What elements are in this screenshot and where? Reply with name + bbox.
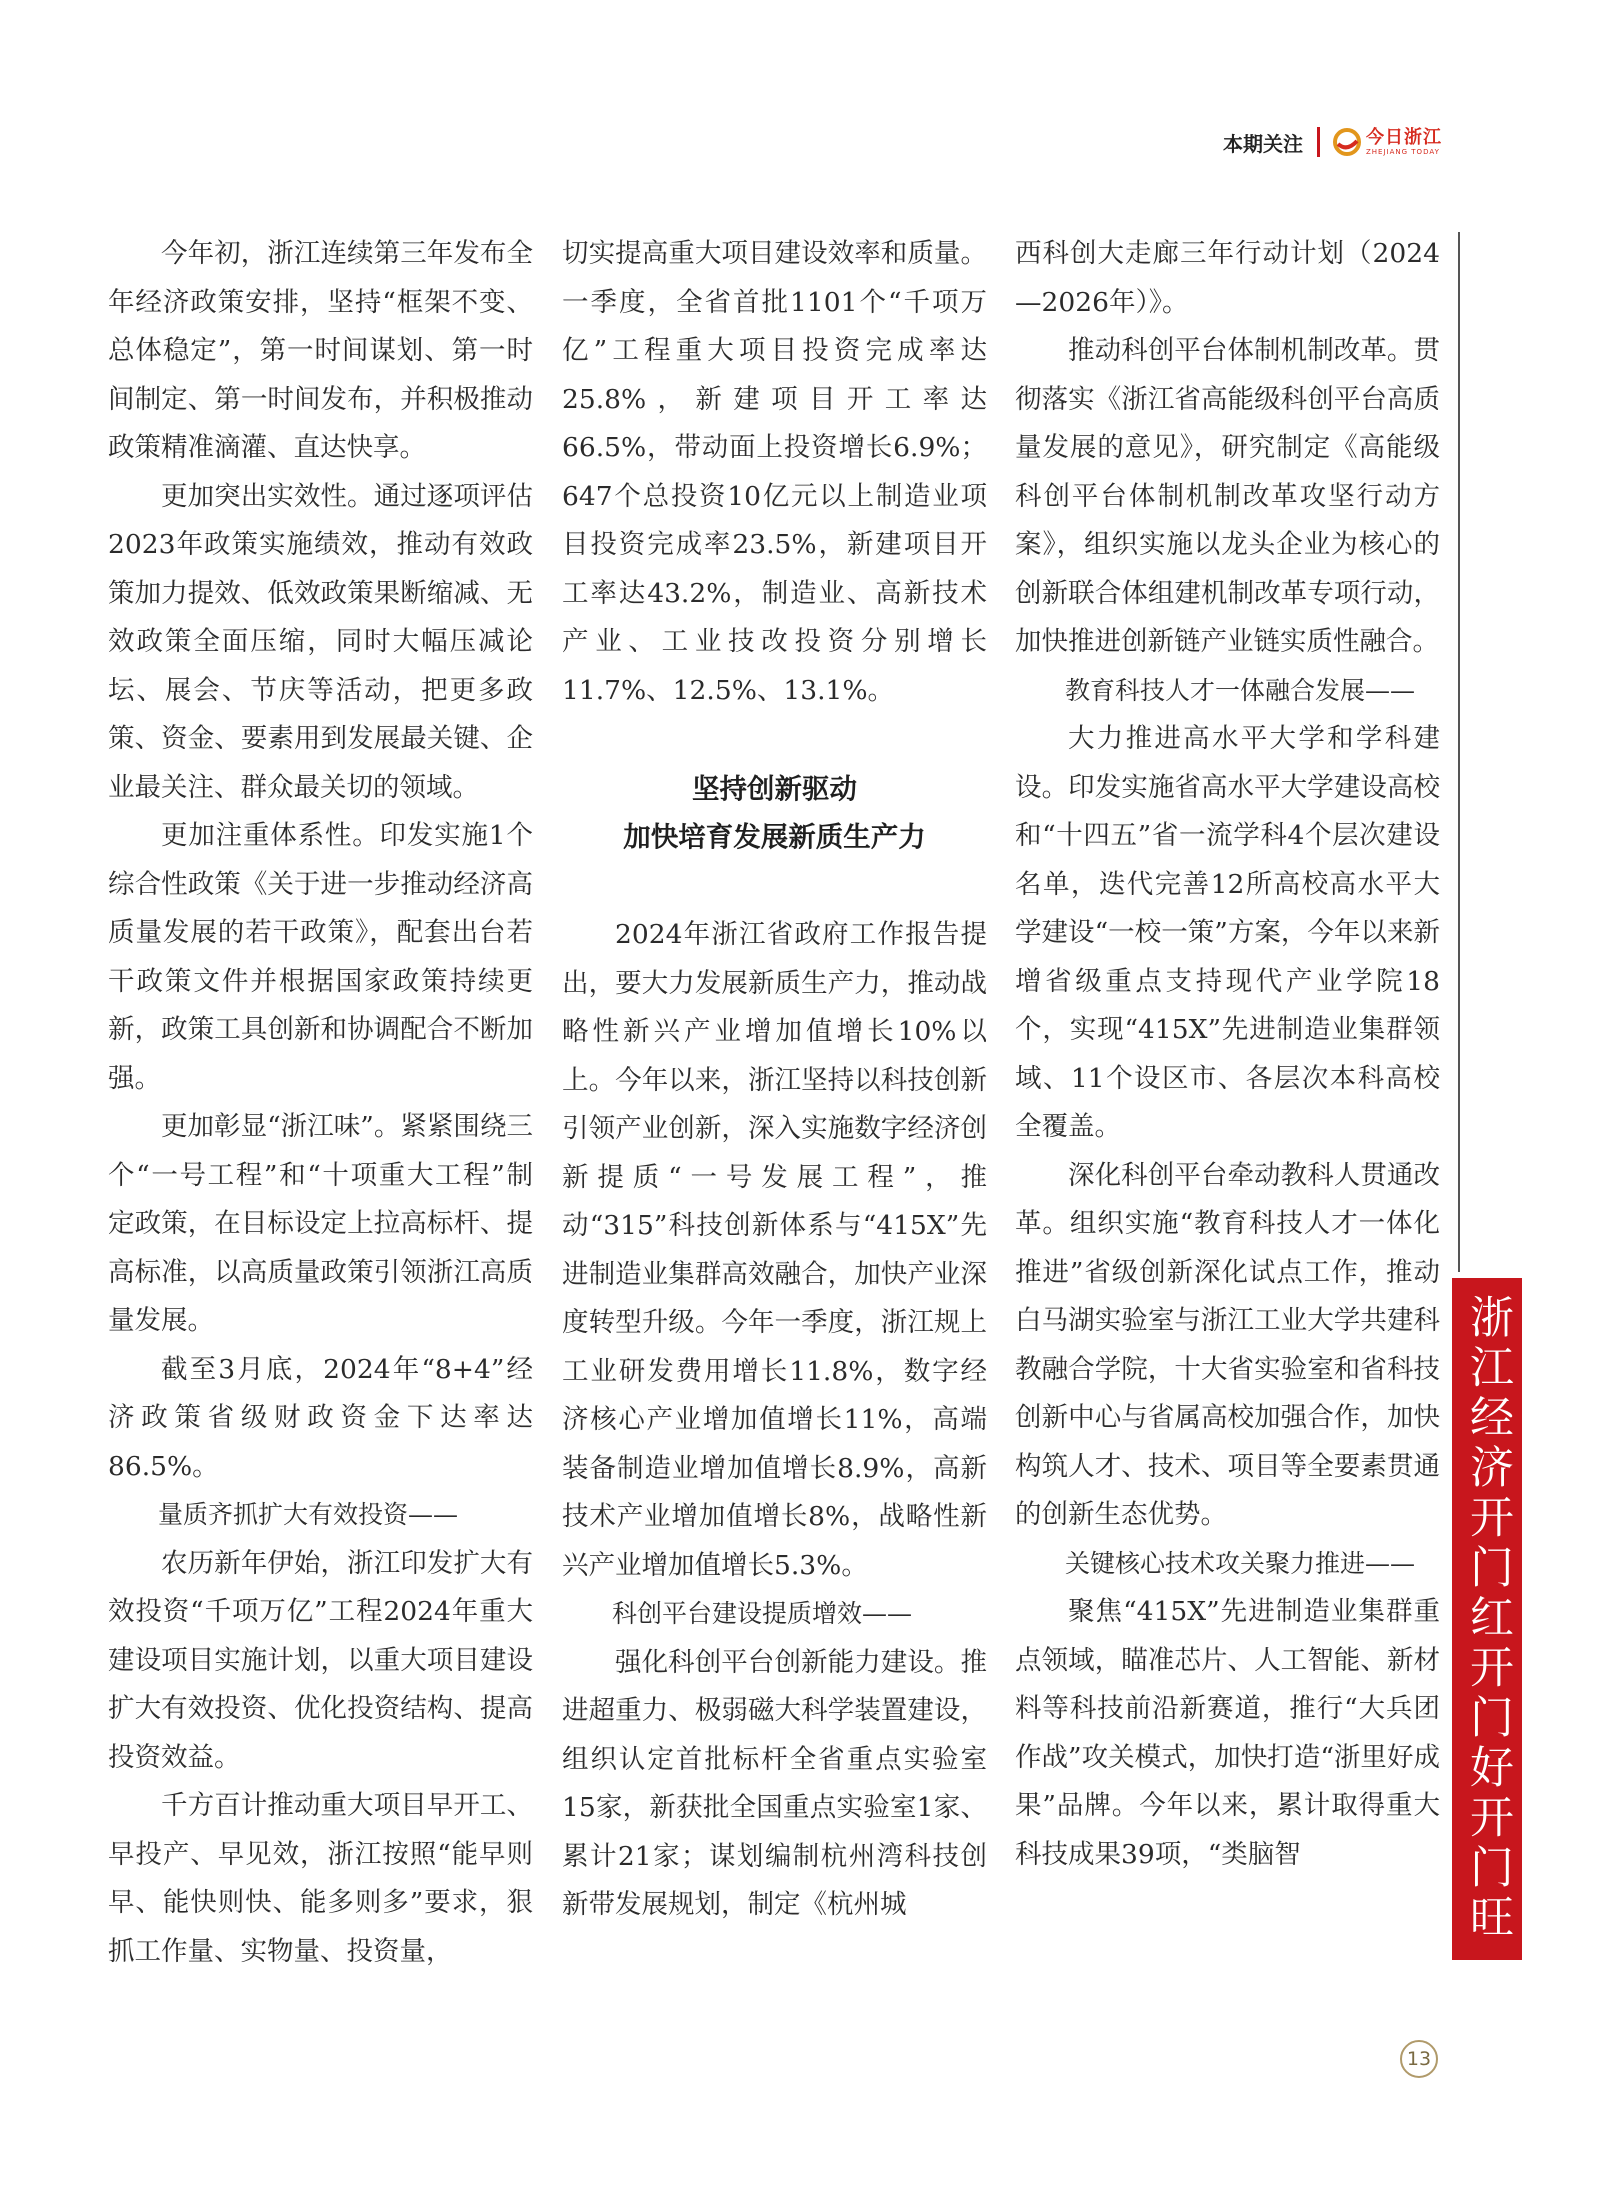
subheading: 关键核心技术攻关聚力推进—— <box>1065 1548 1416 1578</box>
paragraph: 聚焦“415X”先进制造业集群重点领域，瞄准芯片、人工智能、新材料等科技前沿新赛道，推行“大兵团作战”攻关模式，加快打造“浙里好成果”品牌。今年以来，累计取得重大科技成果39项，“类脑智 <box>1015 1596 1440 1870</box>
logo-text: 今日浙江 <box>1366 126 1442 148</box>
paragraph: 强化科创平台创新能力建设。推进超重力、极弱磁大科学装置建设，组织认定首批标杆全省重点实验室15家，新获批全国重点实验室1家、累计21家；谋划编制杭州湾科技创新带发展规划，制定《杭州城 <box>562 1646 987 1920</box>
paragraph: 截至3月底，2024年“8+4”经济政策省级财政资金下达率达86.5%。 <box>108 1353 533 1482</box>
header-divider <box>1317 127 1320 157</box>
article-column-3 <box>1015 230 1440 1879</box>
page-number: 13 <box>1400 2040 1438 2078</box>
vertical-rule <box>1458 232 1460 1272</box>
subheading: 科创平台建设提质增效—— <box>612 1599 913 1628</box>
paragraph: 推动科创平台体制机制改革。贯彻落实《浙江省高能级科创平台高质量发展的意见》，研究制定《高能级科创平台体制机制改革攻坚行动方案》，组织实施以龙头企业为核心的创新联合体组建机制改革专项行动，加快推进创新链产业链实质性融合。 <box>1015 335 1440 657</box>
paragraph: 千方百计推动重大项目早开工、早投产、早见效，浙江按照“能早则早、能快则快、能多则多”要求，狠抓工作量、实物量、投资量， <box>108 1790 533 1967</box>
sun-logo-icon <box>1332 127 1362 157</box>
page-header <box>1223 118 1442 166</box>
side-banner-text: 浙江经济开门红开门好开门旺 <box>1462 1294 1513 1944</box>
section-heading-line: 坚持创新驱动 <box>692 773 857 805</box>
paragraph: 切实提高重大项目建设效率和质量。一季度，全省首批1101个“千项万亿”工程重大项目投资完成率达25.8%，新建项目开工率达66.5%，带动面上投资增长6.9%；647个总投资10亿元以上制造业项目投资完成率23.5%，新建项目开工率达43.2%，制造业、高新技术产业、工业技改投资分别增长11.7%、12.5%、13.1%。 <box>562 238 987 706</box>
side-banner <box>1452 1278 1522 1960</box>
paragraph: 更加注重体系性。印发实施1个综合性政策《关于进一步推动经济高质量发展的若干政策》，配套出台若干政策文件并根据国家政策持续更新，政策工具创新和协调配合不断加强。 <box>108 820 533 1094</box>
magazine-logo <box>1332 127 1442 157</box>
paragraph: 西科创大走廊三年行动计划（2024—2026年）》。 <box>1015 238 1440 318</box>
subheading: 量质齐抓扩大有效投资—— <box>158 1500 459 1529</box>
paragraph: 更加突出实效性。通过逐项评估2023年政策实施绩效，推动有效政策加力提效、低效政策果断缩减、无效政策全面压缩，同时大幅压减论坛、展会、节庆等活动，把更多政策、资金、要素用到发展最关键、企业最关注、群众最关切的领域。 <box>108 480 533 803</box>
article-column-1 <box>108 230 533 1976</box>
logo-subtext: ZHEJIANG TODAY <box>1366 147 1440 156</box>
paragraph: 更加彰显“浙江味”。紧紧围绕三个“一号工程”和“十项重大工程”制定政策，在目标设定上拉高标杆、提高标准，以高质量政策引领浙江高质量发展。 <box>108 1111 533 1336</box>
paragraph: 今年初，浙江连续第三年发布全年经济政策安排，坚持“框架不变、总体稳定”，第一时间谋划、第一时间制定、第一时间发布，并积极推动政策精准滴灌、直达快享。 <box>108 238 533 463</box>
section-heading-line: 加快培育发展新质生产力 <box>623 821 926 853</box>
section-heading <box>562 765 987 861</box>
article-column-2 <box>562 230 987 1930</box>
paragraph: 2024年浙江省政府工作报告提出，要大力发展新质生产力，推动战略性新兴产业增加值增长10%以上。今年以来，浙江坚持以科技创新引领产业创新，深入实施数字经济创新提质“一号发展工程”，推动“315”科技创新体系与“415X”先进制造业集群高效融合，加快产业深度转型升级。今年一季度，浙江规上工业研发费用增长11.8%，数字经济核心产业增加值增长11%，高端装备制造业增加值增长8.9%，高新技术产业增加值增长8%，战略性新兴产业增加值增长5.3%。 <box>562 919 987 1581</box>
paragraph: 深化科创平台牵动教科人贯通改革。组织实施“教育科技人才一体化推进”省级创新深化试点工作，推动白马湖实验室与浙江工业大学共建科教融合学院，十大省实验室和省科技创新中心与省属高校加强合作，加快构筑人才、技术、项目等全要素贯通的创新生态优势。 <box>1015 1159 1440 1530</box>
subheading: 教育科技人才一体融合发展—— <box>1065 675 1416 705</box>
paragraph: 农历新年伊始，浙江印发扩大有效投资“千项万亿”工程2024年重大建设项目实施计划，以重大项目建设扩大有效投资、优化投资结构、提高投资效益。 <box>108 1547 533 1773</box>
section-label: 本期关注 <box>1223 131 1303 156</box>
paragraph: 大力推进高水平大学和学科建设。印发实施省高水平大学建设高校和“十四五”省一流学科4个层次建设名单，迭代完善12所高校高水平大学建设“一校一策”方案，今年以来新增省级重点支持现代产业学院18个，实现“415X”先进制造业集群领域、11个设区市、各层次本科高校全覆盖。 <box>1015 723 1440 1142</box>
